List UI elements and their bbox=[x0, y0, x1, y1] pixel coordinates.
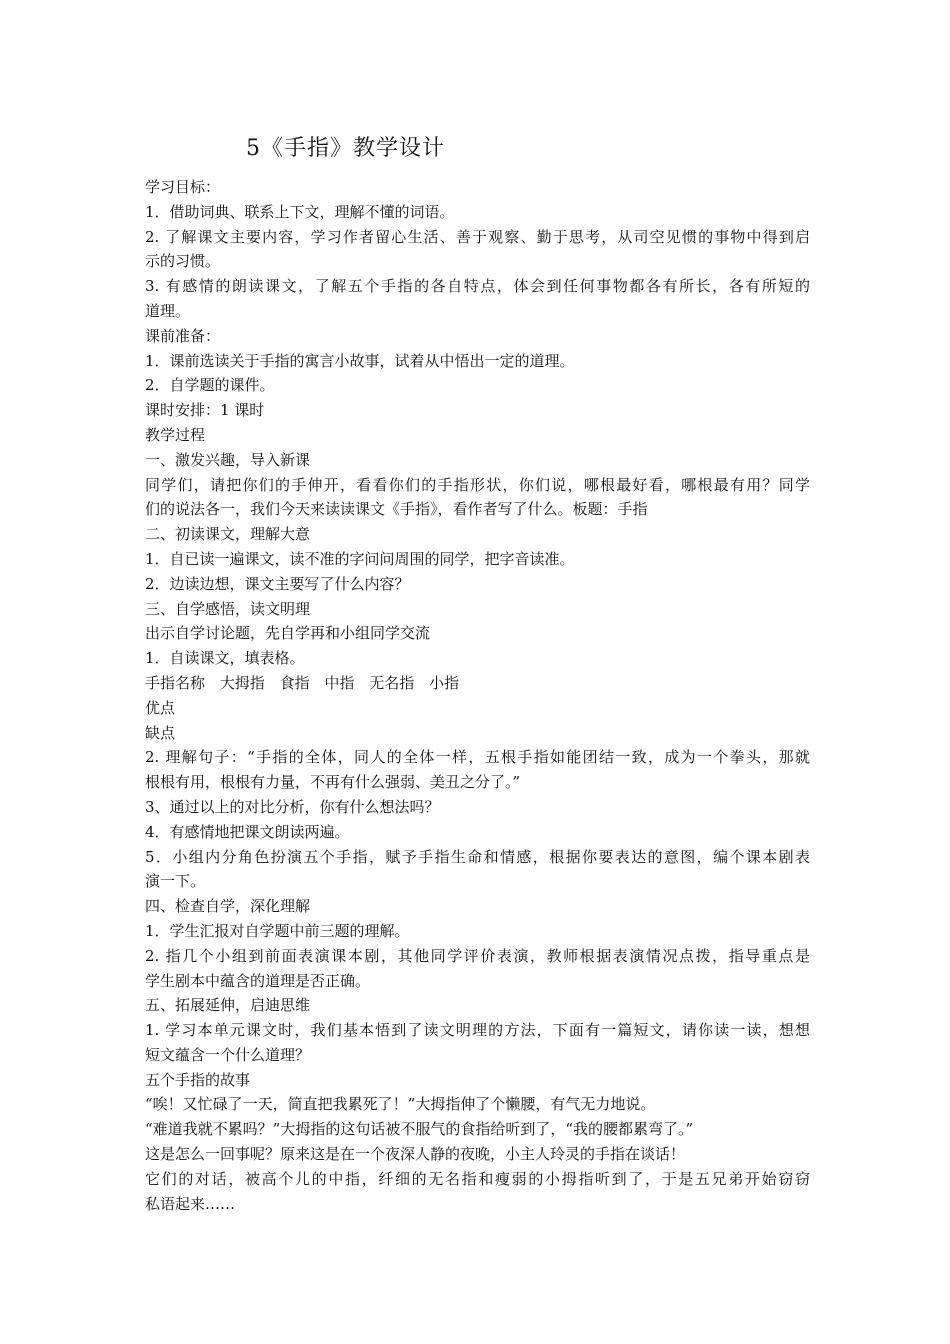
table-header-cell: 小指 bbox=[428, 673, 459, 692]
document-title: 5《手指》教学设计 bbox=[246, 136, 445, 161]
step-1-heading: 一、激发兴趣，导入新课 bbox=[145, 450, 311, 469]
step-4-item-2-line-2: 学生剧本中蕴含的道理是否正确。 bbox=[145, 971, 371, 990]
step-3-item-2-line-2: 根根有用，根根有力量，不再有什么强弱、美丑之分了。” bbox=[145, 773, 521, 792]
story-paragraph-4-line-2: 私语起来…… bbox=[145, 1194, 236, 1213]
step-2-heading: 二、初读课文，理解大意 bbox=[145, 525, 311, 544]
objective-1: 1．借助词典、联系上下文，理解不懂的词语。 bbox=[145, 202, 455, 221]
step-3-item-5-line-1: 5．小组内分角色扮演五个手指，赋予手指生命和情感，根据你要表达的意图，编个课本剧表 bbox=[145, 847, 810, 866]
story-paragraph-2: “难道我就不累吗？”大拇指的这句话被不服气的食指给听到了，“我的腰都累弯了。” bbox=[145, 1120, 694, 1139]
objective-3-line-2: 道理。 bbox=[145, 301, 191, 320]
document-body bbox=[145, 175, 810, 1216]
step-1-text-line-1: 同学们，请把你们的手伸开，看看你们的手指形状，你们说，哪根最好看，哪根最有用？同学 bbox=[145, 475, 810, 494]
section-heading-preparation: 课前准备： bbox=[145, 326, 221, 345]
table-header-cell: 食指 bbox=[279, 673, 310, 692]
table-header-cell: 无名指 bbox=[369, 673, 415, 692]
preparation-2: 2．自学题的课件。 bbox=[145, 376, 275, 395]
step-2-item-1: 1．自已读一遍课文，读不准的字问问周围的同学，把字音读准。 bbox=[145, 549, 575, 568]
step-4-item-2-line-1: 2. 指几个小组到前面表演课本剧，其他同学评价表演，教师根据表演情况点拨，指导重点是 bbox=[145, 946, 810, 965]
story-paragraph-1: “唉！又忙碌了一天，简直把我累死了！”大拇指伸了个懒腰，有气无力地说。 bbox=[145, 1095, 656, 1114]
table-row-label-advantages: 优点 bbox=[145, 698, 176, 717]
step-3-item-5-line-2: 演一下。 bbox=[145, 872, 206, 891]
step-4-heading: 四、检查自学，深化理解 bbox=[145, 897, 311, 916]
step-3-item-3: 3、通过以上的对比分析，你有什么想法吗？ bbox=[145, 797, 440, 816]
objective-3-line-1: 3. 有感情的朗读课文，了解五个手指的各自特点，体会到任何事物都各有所长，各有所短的 bbox=[145, 277, 810, 296]
table-header-cell: 中指 bbox=[324, 673, 355, 692]
step-3-heading: 三、自学感悟，读文明理 bbox=[145, 599, 311, 618]
step-5-heading: 五、拓展延伸，启迪思维 bbox=[145, 996, 311, 1015]
story-title: 五个手指的故事 bbox=[145, 1070, 251, 1089]
objective-2-line-2: 示的习惯。 bbox=[145, 252, 221, 271]
story-paragraph-4-line-1: 它们的对话，被高个儿的中指，纤细的无名指和瘦弱的小拇指听到了，于是五兄弟开始窃窃 bbox=[145, 1169, 810, 1188]
step-3-item-4: 4．有感情地把课文朗读两遍。 bbox=[145, 822, 350, 841]
preparation-1: 1．课前选读关于手指的寓言小故事，试着从中悟出一定的道理。 bbox=[145, 351, 575, 370]
step-3-item-1: 1．自读课文，填表格。 bbox=[145, 649, 305, 668]
step-5-item-1-line-1: 1. 学习本单元课文时，我们基本悟到了读文明理的方法，下面有一篇短文，请你读一读，想想 bbox=[145, 1021, 810, 1040]
step-5-item-1-line-2: 短文蕴含一个什么道理？ bbox=[145, 1045, 311, 1064]
table-header-cell: 大拇指 bbox=[219, 673, 265, 692]
finger-table-header bbox=[145, 671, 810, 696]
step-2-item-2: 2．边读边想，课文主要写了什么内容？ bbox=[145, 574, 410, 593]
objective-2-line-1: 2. 了解课文主要内容，学习作者留心生活、善于观察、勤于思考，从司空见惯的事物中得到启 bbox=[145, 227, 810, 246]
story-paragraph-3: 这是怎么一回事呢？原来这是在一个夜深人静的夜晚，小主人玲灵的手指在谈话！ bbox=[145, 1145, 686, 1164]
step-4-item-1: 1．学生汇报对自学题中前三题的理解。 bbox=[145, 921, 410, 940]
step-3-intro: 出示自学讨论题，先自学再和小组同学交流 bbox=[145, 624, 431, 643]
table-row-label-disadvantages: 缺点 bbox=[145, 723, 176, 742]
step-3-item-2-line-1: 2. 理解句子：“手指的全体，同人的全体一样，五根手指如能团结一致，成为一个拳头，那就 bbox=[145, 748, 810, 767]
section-heading-objectives: 学习目标： bbox=[145, 178, 221, 196]
section-heading-process: 教学过程 bbox=[145, 425, 206, 444]
table-header-cell: 手指名称 bbox=[145, 673, 206, 692]
schedule-line: 课时安排：1 课时 bbox=[145, 401, 265, 420]
step-1-text-line-2: 们的说法各一，我们今天来读读课文《手指》，看作者写了什么。板题：手指 bbox=[145, 500, 648, 519]
